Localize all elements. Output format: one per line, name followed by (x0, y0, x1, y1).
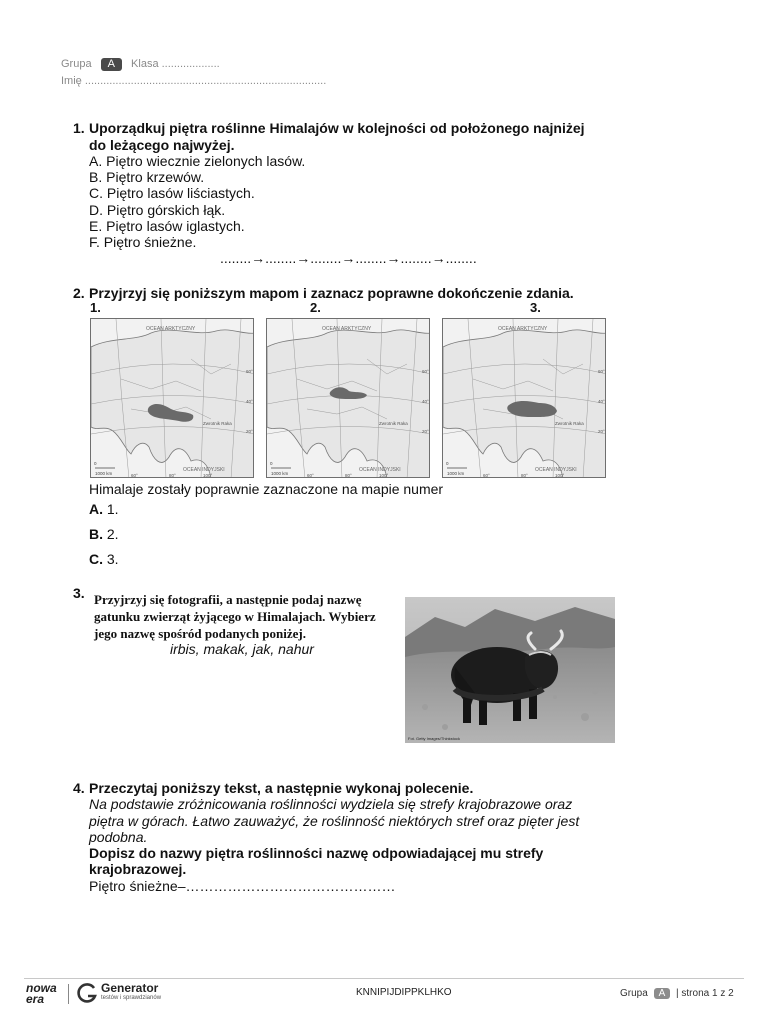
map-1-tropic: Zwrotnik Raka (203, 421, 232, 426)
q1-option-f: F. Piętro śnieżne. (89, 234, 197, 250)
q4-task-line1: Dopisz do nazwy piętra roślinności nazwę odpowiadającej mu strefy (89, 845, 544, 861)
class-label: Klasa ................... (131, 58, 220, 70)
map-3-lon-2: 80° (521, 473, 528, 478)
map-2-lat-2: 40° (422, 399, 429, 404)
q1-option-e: E. Piętro lasów iglastych. (89, 218, 245, 234)
map-1-lon-3: 100° (203, 473, 213, 478)
q2-option-a-text: 1. (106, 501, 119, 517)
map-1-lon-2: 80° (169, 473, 176, 478)
photo-credit: Fot. Getty Images/Thinkstock (408, 736, 461, 741)
q2-option-b-letter: B. (89, 526, 103, 542)
map-label-1: 1. (90, 300, 101, 315)
map-label-3: 3. (530, 300, 541, 315)
footer-divider (24, 978, 744, 979)
footer-group (620, 988, 734, 999)
map-3-ocean-bottom: OCEAN INDYJSKI (535, 467, 577, 473)
q2-option-b[interactable] (89, 526, 119, 542)
q1-option-b: B. Piętro krzewów. (89, 169, 205, 185)
group-class-line (61, 58, 220, 71)
map-label-2: 2. (310, 300, 321, 315)
q2-option-b-text: 2. (106, 526, 119, 542)
map-landmass (91, 330, 254, 478)
footer-page-label: | strona 1 z 2 (676, 988, 734, 999)
map-3-lat-2: 40° (598, 399, 605, 404)
q4-title: Przeczytaj poniższy tekst, a następnie wykonaj polecenie. (89, 780, 474, 796)
map-3-scale: 1000 km (447, 471, 465, 476)
q4-number: 4. (73, 780, 85, 796)
map-2-ocean-bottom: OCEAN INDYJSKI (359, 467, 401, 473)
footer-group-label: Grupa (620, 988, 648, 999)
q4-text-line1: Na podstawie zróżnicowania roślinności wydziela się strefy krajobrazowe oraz (89, 796, 573, 812)
q1-option-c: C. Piętro lasów liściastych. (89, 185, 255, 201)
map-landmass (267, 330, 430, 478)
map-2-scale-zero: 0 (270, 461, 273, 466)
map-2-ocean-top: OCEAN ARKTYCZNY (322, 326, 372, 332)
group-label: Grupa (61, 58, 92, 70)
q1-answer-line[interactable]: ........→........→........→........→........→........ (220, 250, 477, 266)
map-3 (442, 318, 606, 478)
map-2-tropic: Zwrotnik Raka (379, 421, 408, 426)
group-badge: A (101, 58, 122, 71)
map-3-lat-3: 20° (598, 429, 605, 434)
map-2-scale: 1000 km (271, 471, 289, 476)
map-3-tropic: Zwrotnik Raka (555, 421, 584, 426)
q1-option-a: A. Piętro wiecznie zielonych lasów. (89, 152, 306, 169)
name-line: Imię ............................................................................... (61, 75, 327, 87)
document-code: KNNIPIJDIPPKLHKO (356, 987, 452, 998)
map-3-lat-1: 60° (598, 369, 605, 374)
map-2-lat-3: 20° (422, 429, 429, 434)
q1-title-line1: Uporządkuj piętra roślinne Himalajów w kolejności od położonego najniżej (89, 120, 585, 136)
q4-task-line2: krajobrazowej. (89, 861, 187, 877)
map-3-lon-1: 60° (483, 473, 490, 478)
map-2-lon-2: 80° (345, 473, 352, 478)
q3-line3: jego nazwę spośród podanych poniżej. (94, 626, 306, 641)
q3-number: 3. (73, 585, 85, 601)
footer-group-badge: A (654, 988, 671, 999)
generator-subtitle: testów i sprawdzianów (101, 995, 162, 1001)
q2-option-c-letter: C. (89, 551, 103, 567)
q2-title: Przyjrzyj się poniższym mapom i zaznacz poprawne dokończenie zdania. (89, 285, 574, 301)
q2-question: Himalaje zostały poprawnie zaznaczone na mapie numer (89, 481, 444, 497)
map-3-ocean-top: OCEAN ARKTYCZNY (498, 326, 548, 332)
map-1-lat-2: 40° (246, 399, 253, 404)
q2-option-a-letter: A. (89, 501, 103, 517)
map-3-scale-zero: 0 (446, 461, 449, 466)
footer-logo-separator (68, 984, 69, 1004)
map-1-lat-1: 60° (246, 369, 253, 374)
map-3-lon-3: 100° (555, 473, 565, 478)
q3-line2: gatunku zwierząt żyjącego w Himalajach. Wybierz (94, 609, 376, 624)
map-1-lon-1: 60° (131, 473, 138, 478)
yak-photo (405, 597, 615, 743)
q3-line1: Przyjrzyj się fotografii, a następnie podaj nazwę (94, 592, 362, 607)
q2-number: 2. (73, 285, 85, 301)
map-1-ocean-bottom: OCEAN INDYJSKI (183, 467, 225, 473)
generator-title: Generator (101, 981, 159, 995)
generator-logo-icon (76, 982, 98, 1009)
map-1 (90, 318, 254, 478)
q2-option-c-text: 3. (106, 551, 119, 567)
q2-option-c[interactable] (89, 551, 119, 567)
q4-text-line2: piętra w górach. Łatwo zauważyć, że roślinność niektórych stref oraz pięter jest (89, 812, 580, 829)
q2-option-a[interactable] (89, 501, 119, 517)
map-1-ocean-top: OCEAN ARKTYCZNY (146, 326, 196, 332)
q1-number: 1. (73, 120, 85, 136)
q1-option-d: D. Piętro górskich łąk. (89, 201, 226, 218)
q4-answer-line[interactable]: Piętro śnieżne–……………………………………… (89, 877, 396, 894)
map-2 (266, 318, 430, 478)
map-1-lat-3: 20° (246, 429, 253, 434)
q4-text-line3: podobna. (89, 829, 148, 845)
q3-choices: irbis, makak, jak, nahur (170, 641, 314, 657)
map-2-lon-3: 100° (379, 473, 389, 478)
nowa-era-logo-line1: nowa (26, 981, 57, 995)
map-1-scale: 1000 km (95, 471, 113, 476)
nowa-era-logo-line2: era (26, 992, 45, 1006)
map-1-scale-zero: 0 (94, 461, 97, 466)
nowa-era-logo (26, 983, 57, 1005)
map-2-lon-1: 60° (307, 473, 314, 478)
map-2-lat-1: 60° (422, 369, 429, 374)
q1-title-line2: do leżącego najwyżej. (89, 136, 235, 153)
